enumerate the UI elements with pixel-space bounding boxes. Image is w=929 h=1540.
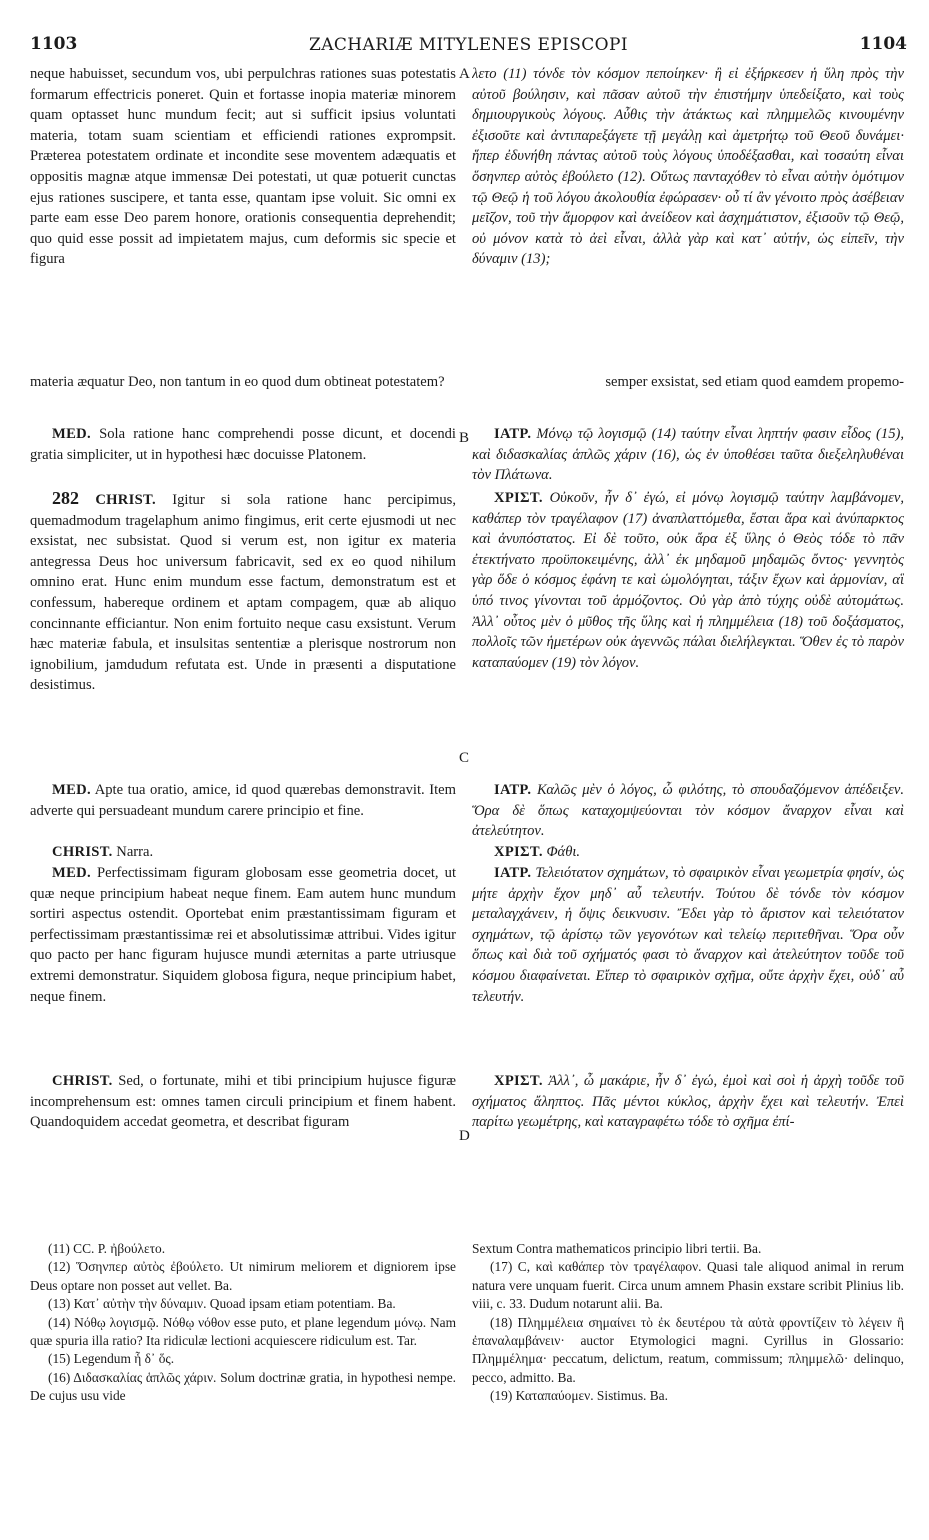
- speech-text: Μόνῳ τῷ λογισμῷ (14) ταύτην εἶναι ληπτήν φασιν εἶδος (15), καὶ διδασκαλίας ἁπλῶς χάριν (16), ὡς ἐν ὑποθέσει ταῦτα διεξεληλυθέναι τὸν Πλάτωνα.: [472, 426, 904, 484]
- footnote: (11) CC. P. ἠβούλετο.: [48, 1241, 166, 1256]
- footnotes-right: [472, 1240, 904, 1406]
- speaker-med: MED.: [52, 426, 91, 442]
- greek-column: [472, 64, 904, 372]
- running-title: ZACHARIÆ MITYLENES EPISCOPI: [309, 35, 628, 55]
- latin-bridge-text: materia æquatur Deo, non tantum in eo quod dum obtineat potestatem?: [30, 374, 445, 390]
- footnote: (14) Νόθῳ λογισμῷ. Νόθῳ νόθον esse puto, et plane legendum μόνῳ. Nam quæ spuria illa ratio? Ita ridiculæ lectioni acquiescere ridiculum est. Tar.: [30, 1314, 456, 1349]
- speech-text: Ἀλλ᾽, ὦ μακάριε, ἦν δ᾽ ἐγώ, ἐμοὶ καὶ σοὶ ἡ ἀρχὴ τοῦδε τοῦ σχήματος ἄληπτος. Πᾶς μέντοι κύκλος, ἀρχὴν ἔχει καὶ τελευτήν. Ἐπεὶ παρίτω γεωμέτρης, καὶ καταγραφέτω τόδε τὸ σχῆμα ἐπί-: [472, 1073, 904, 1131]
- greek-paragraph: [472, 780, 904, 842]
- footnote: Sextum Contra mathematicos principio libri tertii. Ba.: [472, 1241, 762, 1256]
- speaker-iatr: ΙΑΤΡ.: [494, 426, 532, 442]
- speaker-christ: CHRIST.: [95, 492, 156, 508]
- speech-text: Φάθι.: [546, 844, 581, 860]
- speech-text: Καλῶς μὲν ὁ λόγος, ὦ φιλότης, τὸ σπουδαζόμενον ἀπέδειξεν. Ὅρα δὲ ὅπως καταχομψεύονται τὸν κόσμον ἄναρχον εἶναι καὶ ἀτελεύτητον.: [472, 782, 904, 840]
- speech-text: Τελειότατον σχημάτων, τὸ σφαιρικὸν εἶναι γεωμετρία φησίν, ὡς μήτε ἀρχὴν ἔχον μηδ᾽ αὖ τελευτήν. Τούτου δὲ τόνδε τὸν κόσμον μεταλαγχάνειν, ἡ ὄψις δεικνυσιν. Ἔδει γὰρ τὸ ἄριστον καὶ τελειότατον σχημάτων, τῷ ἀρίστῳ τῶν γεγονότων καὶ τελείῳ περιτεθῆναι. Ὅρα οὖν ὅπως καὶ διὰ τοῦ σχήματός φασι τὸ ἄναρχον καὶ ἀτελεύτητον τοῦδε τοῦ κόσμου διαφαίνεται. Εἴπερ τὸ σφαιρικὸν σχῆμα, οὔτε ἀρχὴν ἔχει, οὐδ᾽ αὖ τελευτήν.: [472, 865, 904, 1005]
- footnote: (18) Πλημμέλεια σημαίνει τὸ ἐκ δευτέρου τὰ αὐτὰ φροντίζειν τὸ λέγειν ἢ ἐπαναλαμβάνειν· auctor Etymologici magni. Cyrillus in Glossario: Πλημμέλημα· peccatum, delictum, reatum, commissum; πλημμελῶ· delinquo, pecco, admitto. Ba.: [472, 1314, 904, 1385]
- speaker-iatr: ΙΑΤΡ.: [494, 782, 532, 798]
- footnote: (12) Ὅσηνπερ αὐτὸς ἐβούλετο. Ut nimirum meliorem et digniorem ipse Deus optare non posset aut vellet. Ba.: [30, 1259, 456, 1293]
- latin-paragraph: [30, 488, 456, 778]
- latin-paragraph: [30, 863, 456, 1069]
- footnote: (19) Καταπαύομεν. Sistimus. Ba.: [490, 1388, 668, 1404]
- latin-paragraph: [30, 1071, 456, 1155]
- latin-paragraph: [30, 780, 456, 842]
- greek-paragraph: [472, 842, 904, 863]
- speech-text: Perfectissimam figuram globosam esse geometria docet, ut quæ neque principium habeat neque finem. Eam autem hunc mundum sortiri aspectus ostendit. Oportebat enim præstantissimam figuram et perfectissimam præstantissimæ rei et absolutissimæ attribui. Vides igitur quo pacto per hanc figuram hujusce mundi æternitas a parte utriusque extremi demonstratur. Siquidem globosa figura, neque principium habet, neque finem.: [30, 865, 456, 1005]
- page-number-right: 1104: [859, 34, 907, 54]
- greek-paragraph: λετο (11) τόνδε τὸν κόσμον πεποίηκεν· ἢ εἰ ἐξήρκεσεν ἡ ὕλη πρὸς τὴν αὐτοῦ βούλησιν, καὶ πᾶσαν αὐτοῦ τὴν ἐπιστήμην ὑπεδείξατο, καὶ τοὺς δημιουργικοὺς λόγους. Αὖθις τὴν ἀτάκτως καὶ πλημμελῶς κινουμένην ἐξισοῦτε καὶ ἀντιπαρεξάγετε τῇ μεγάλῃ καὶ ἀμετρήτῳ τοῦ Θεοῦ δυνάμει· ἥπερ ἐδυνήθη πάντας αὐτοῦ τοὺς λόγους ὑποδέξασθαι, καὶ τοσαύτη εἶναι ὅσηνπερ αὐτὸς ἐβούλετο (12). Οὕτως πανταχόθεν τὸ εἶναι αὐτὴν ὁμότιμον τῷ Θεῷ ἡ τοῦ λόγου ἀκολουθία ἐφώρασεν· οὗ τί ἂν γένοιτο πρὸς ἀσέβειαν μεῖζον, τοῦ τὴν ἄμορφον καὶ ἀνείδεον καὶ ἀσχημάτιστον, ἐξισοῦν τῷ Θεῷ, οὐ μόνον κατὰ τὸ ἀεὶ εἶναι, ἀλλὰ γὰρ καὶ κατ᾽ αὐτήν, ὡς εἰπεῖν, τὴν δύναμιν (13);: [472, 66, 904, 268]
- speaker-christ: CHRIST.: [52, 844, 113, 860]
- footnote: (16) Διδασκαλίας ἁπλῶς χάριν. Solum doctrinæ gratia, in hypothesi nempe. De cujus usu vide: [30, 1369, 456, 1404]
- margin-mark-c: C: [459, 750, 470, 766]
- footnote: (15) Legendum ἦ δ᾽ ὅς.: [48, 1351, 175, 1367]
- page-number-left: 1103: [30, 34, 78, 54]
- speech-text: Igitur si sola ratione hanc percipimus, quemadmodum tragelaphum animo fingimus, erit certe ejusmodi ut nec exsistat, nec subsistat. Quod si verum est, non igitur ex materia antegressa Deus hoc universum fabricavit, sed ex eo quod nihilum omnino erat. Hunc enim mundum esse factum, demonstratum est et confessum, habereque ordinem et aptam compagem, quæ ab aliquo concinnante efficiantur. Non enim fortuito neque casu exsistunt. Verum hæc materiæ fabula, et insulsitas sententiæ a plerisque nostrorum non ignobilium, jamdudum refutata est. Unde in præsenti a disputatione desistimus.: [30, 492, 456, 694]
- latin-column: [30, 64, 456, 372]
- footnote: (17) C, καὶ καθάπερ τὸν τραγέλαφον. Quasi tale aliquod animal in rerum natura vere unquam fuerit. Circa unum amnem Phasin exstare scribit Plinius lib. viii, c. 33. Dudum notarunt alii. Ba.: [472, 1259, 904, 1312]
- speech-text: Sola ratione hanc comprehendi posse dicunt, et docendi gratia simpliciter, ut in hypothesi hæc docuisse Platonem.: [30, 426, 456, 463]
- speaker-iatr: ΙΑΤΡ.: [494, 865, 532, 881]
- speaker-med: MED.: [52, 782, 91, 798]
- greek-paragraph: [472, 424, 904, 486]
- speaker-christ: ΧΡΙΣΤ.: [494, 844, 543, 860]
- speech-text: Narra.: [116, 844, 154, 860]
- speaker-med: MED.: [52, 865, 91, 881]
- greek-bridge-tail: semper exsistat, sed etiam quod eamdem propemo-: [472, 372, 904, 393]
- speaker-christ: CHRIST.: [52, 1073, 113, 1089]
- greek-paragraph: [472, 1071, 904, 1155]
- latin-paragraph: [30, 842, 456, 863]
- speech-text: Apte tua oratio, amice, id quod quærebas demonstravit. Item adverte qui persuadeant mundum carere principio et fine.: [30, 782, 456, 819]
- speech-text: Sed, o fortunate, mihi et tibi principium hujusce figuræ incomprehensum est: omnes tamen circuli principium et finem habent. Quandoquidem accedat geometra, et describat figuram: [30, 1073, 456, 1131]
- margin-mark-a: A: [459, 66, 470, 82]
- speech-text: Οὐκοῦν, ἦν δ᾽ ἐγώ, εἰ μόνῳ λογισμῷ ταύτην λαμβάνομεν, καθάπερ τὸν τραγέλαφον (17) ἀναπλαττόμεθα, ἔσται ἄρα καὶ ἀνύπαρκτος καὶ ἀνυπόστατος. Εἰ δὲ τοῦτο, οὐκ ἄρα ἐξ ὕλης ὁ Θεὸς τόδε τὸ πᾶν ἐτεκτήνατο προϋποκειμένης, ἀλλ᾽ ἐκ μηδαμοῦ μηδαμῶς ὄντος· γεννητὸς γὰρ ὅδε ὁ κόσμος ἐφάνη τε καὶ ὡμολόγηται, τάξιν ἔχων καὶ ἁρμονίαν, αἳ ὑπό τινος γίνονται τοῦ ἁρμόζοντος. Οὐ γὰρ ἀπὸ τύχης οὐδὲ αὐτομάτως. Ἀλλ᾽ οὗτος μὲν ὁ μῦθος τῆς ὕλης καὶ ἡ πλημμέλεια (18) τοῦ δοξάσματος, πολλοῖς τῶν ἡμετέρων οὐκ ἀγεννῶς πάλαι διελήλεγκται. Ὅθεν ἐς τὸ παρὸν καταπαύομεν (19) τὸν λόγον.: [472, 490, 904, 671]
- footnote: (13) Κατ᾽ αὐτὴν τὴν δύναμιν. Quoad ipsam etiam potentiam. Ba.: [48, 1296, 396, 1312]
- margin-mark-b: B: [459, 430, 470, 446]
- greek-paragraph: [472, 488, 904, 778]
- latin-paragraph: [30, 424, 456, 486]
- section-number: 282: [52, 488, 79, 508]
- greek-column-lower: [472, 424, 904, 1155]
- speaker-christ: ΧΡΙΣΤ.: [494, 1073, 543, 1089]
- latin-column-lower: [30, 424, 456, 1155]
- footnotes-left: [30, 1240, 456, 1406]
- speaker-christ: ΧΡΙΣΤ.: [494, 490, 543, 506]
- greek-paragraph: [472, 863, 904, 1069]
- running-header: [30, 34, 907, 56]
- margin-mark-d: D: [459, 1128, 470, 1144]
- latin-paragraph: neque habuisset, secundum vos, ubi perpulchras rationes suas potestatis formarum effectricis poneret. Quin et fortasse inopia materiæ minorem quam optasset hunc mundum fecit; aut si sufficit ipsius voluntati materia, totam suam scientiam et efficiendi rationes exprompsit. Præterea potestatem ordinate et incondite sese moventem adæquatis et oppositis magnæ atque immensæ Dei potestati, ut quæ potuerit cunctas ejus rationes suscipere, et tanta esse, quantam ipse voluit. Sic omni ex parte eam esse Deo parem honore, orationis consequentia deprehendit; quo quid esse possit ad impietatem majus, cum deformis sic specie et figura: [30, 66, 456, 268]
